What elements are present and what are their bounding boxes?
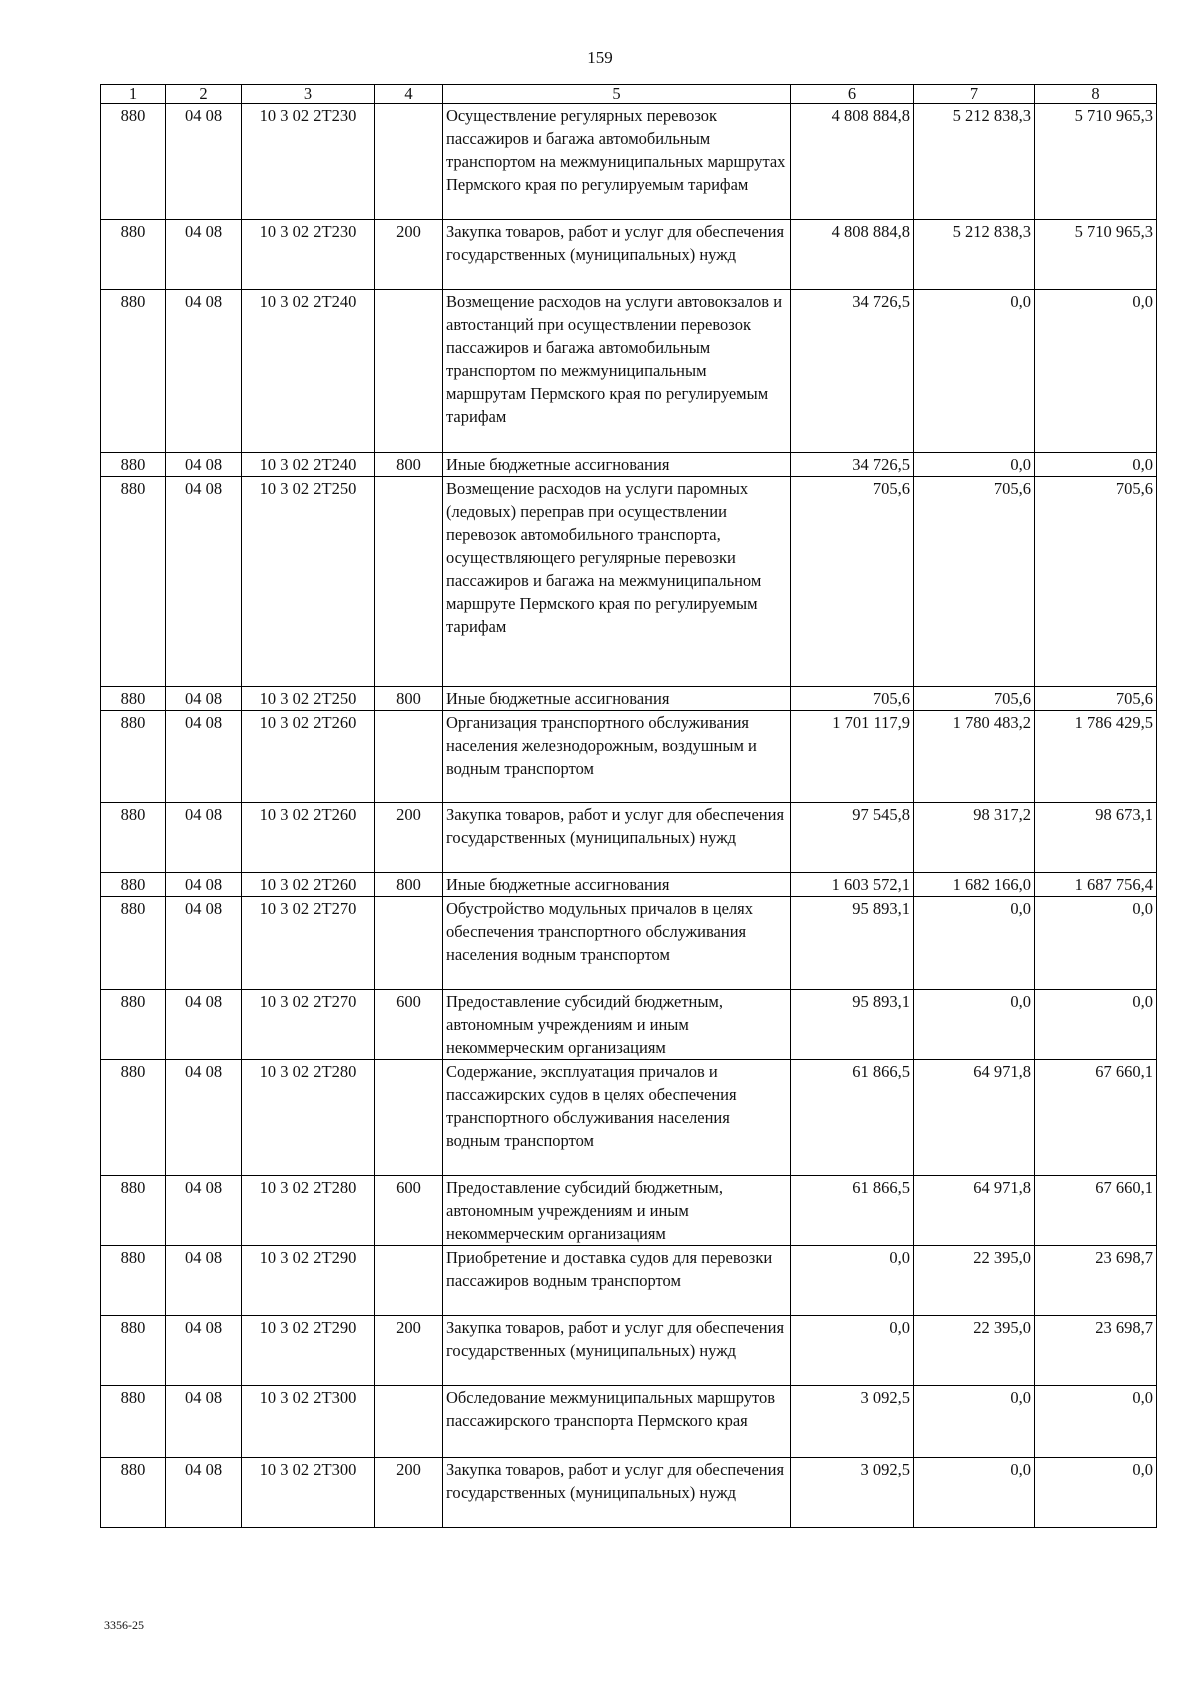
row-description: Организация транспортного обслуживания населения железнодорожным, воздушным и водным транспортом xyxy=(443,711,791,803)
target-article-code: 10 3 02 2Т250 xyxy=(242,477,375,687)
admin-code: 880 xyxy=(101,1060,166,1176)
section-code: 04 08 xyxy=(166,1060,242,1176)
column-number: 2 xyxy=(166,85,242,104)
expense-type-code: 600 xyxy=(375,990,443,1060)
table-row xyxy=(101,711,1157,803)
target-article-code: 10 3 02 2Т290 xyxy=(242,1246,375,1316)
row-description: Содержание, эксплуатация причалов и пассажирских судов в целях обеспечения транспортного обслуживания населения водным транспортом xyxy=(443,1060,791,1176)
column-number-row xyxy=(101,85,1157,104)
row-description: Возмещение расходов на услуги паромных (ледовых) переправ при осуществлении перевозок автомобильного транспорта, осуществляющего регулярные перевозки пассажиров и багажа на межмуниципальном маршруте Пермского края по регулируемым тарифам xyxy=(443,477,791,687)
target-article-code: 10 3 02 2Т270 xyxy=(242,990,375,1060)
amount-col8: 0,0 xyxy=(1035,1386,1157,1458)
admin-code: 880 xyxy=(101,687,166,711)
amount-col6: 3 092,5 xyxy=(791,1458,914,1528)
expense-type-code xyxy=(375,477,443,687)
row-description: Возмещение расходов на услуги автовокзалов и автостанций при осуществлении перевозок пассажиров и багажа автомобильным транспортом по межмуниципальным маршрутам Пермского края по регулируемым тарифам xyxy=(443,290,791,453)
section-code: 04 08 xyxy=(166,220,242,290)
amount-col8: 67 660,1 xyxy=(1035,1060,1157,1176)
amount-col8: 0,0 xyxy=(1035,453,1157,477)
table-row xyxy=(101,290,1157,453)
table-row xyxy=(101,477,1157,687)
amount-col7: 1 780 483,2 xyxy=(914,711,1035,803)
expense-type-code xyxy=(375,711,443,803)
row-description: Иные бюджетные ассигнования xyxy=(443,687,791,711)
column-number: 3 xyxy=(242,85,375,104)
expense-type-code: 200 xyxy=(375,1316,443,1386)
amount-col7: 0,0 xyxy=(914,990,1035,1060)
amount-col7: 1 682 166,0 xyxy=(914,873,1035,897)
amount-col8: 0,0 xyxy=(1035,990,1157,1060)
target-article-code: 10 3 02 2Т280 xyxy=(242,1176,375,1246)
amount-col6: 0,0 xyxy=(791,1246,914,1316)
row-description: Закупка товаров, работ и услуг для обеспечения государственных (муниципальных) нужд xyxy=(443,803,791,873)
admin-code: 880 xyxy=(101,477,166,687)
column-number: 4 xyxy=(375,85,443,104)
admin-code: 880 xyxy=(101,453,166,477)
table-row xyxy=(101,897,1157,990)
table-row xyxy=(101,1060,1157,1176)
table-row xyxy=(101,990,1157,1060)
table-row xyxy=(101,873,1157,897)
admin-code: 880 xyxy=(101,1176,166,1246)
amount-col6: 705,6 xyxy=(791,687,914,711)
section-code: 04 08 xyxy=(166,803,242,873)
amount-col7: 5 212 838,3 xyxy=(914,220,1035,290)
target-article-code: 10 3 02 2Т260 xyxy=(242,711,375,803)
section-code: 04 08 xyxy=(166,897,242,990)
section-code: 04 08 xyxy=(166,477,242,687)
amount-col8: 705,6 xyxy=(1035,687,1157,711)
section-code: 04 08 xyxy=(166,1176,242,1246)
admin-code: 880 xyxy=(101,990,166,1060)
amount-col6: 34 726,5 xyxy=(791,453,914,477)
expense-type-code: 200 xyxy=(375,1458,443,1528)
amount-col6: 0,0 xyxy=(791,1316,914,1386)
table-row xyxy=(101,453,1157,477)
row-description: Закупка товаров, работ и услуг для обеспечения государственных (муниципальных) нужд xyxy=(443,1316,791,1386)
amount-col6: 61 866,5 xyxy=(791,1060,914,1176)
target-article-code: 10 3 02 2Т250 xyxy=(242,687,375,711)
admin-code: 880 xyxy=(101,711,166,803)
table-row xyxy=(101,1316,1157,1386)
amount-col6: 34 726,5 xyxy=(791,290,914,453)
admin-code: 880 xyxy=(101,1458,166,1528)
amount-col8: 0,0 xyxy=(1035,897,1157,990)
expense-type-code: 800 xyxy=(375,687,443,711)
amount-col7: 98 317,2 xyxy=(914,803,1035,873)
row-description: Иные бюджетные ассигнования xyxy=(443,873,791,897)
amount-col8: 67 660,1 xyxy=(1035,1176,1157,1246)
amount-col7: 22 395,0 xyxy=(914,1316,1035,1386)
expense-type-code xyxy=(375,290,443,453)
admin-code: 880 xyxy=(101,1386,166,1458)
amount-col7: 22 395,0 xyxy=(914,1246,1035,1316)
section-code: 04 08 xyxy=(166,1316,242,1386)
amount-col8: 23 698,7 xyxy=(1035,1316,1157,1386)
expense-type-code: 600 xyxy=(375,1176,443,1246)
page-number: 159 xyxy=(587,48,613,67)
expense-type-code: 200 xyxy=(375,803,443,873)
amount-col7: 705,6 xyxy=(914,477,1035,687)
amount-col8: 98 673,1 xyxy=(1035,803,1157,873)
section-code: 04 08 xyxy=(166,453,242,477)
admin-code: 880 xyxy=(101,1316,166,1386)
expense-type-code xyxy=(375,1060,443,1176)
table-row xyxy=(101,1386,1157,1458)
target-article-code: 10 3 02 2Т290 xyxy=(242,1316,375,1386)
table-row xyxy=(101,220,1157,290)
expense-type-code xyxy=(375,104,443,220)
amount-col6: 1 603 572,1 xyxy=(791,873,914,897)
column-number: 8 xyxy=(1035,85,1157,104)
amount-col8: 23 698,7 xyxy=(1035,1246,1157,1316)
admin-code: 880 xyxy=(101,1246,166,1316)
amount-col8: 0,0 xyxy=(1035,1458,1157,1528)
amount-col8: 0,0 xyxy=(1035,290,1157,453)
amount-col7: 0,0 xyxy=(914,1386,1035,1458)
table-row xyxy=(101,1176,1157,1246)
admin-code: 880 xyxy=(101,104,166,220)
row-description: Осуществление регулярных перевозок пассажиров и багажа автомобильным транспортом на межмуниципальных маршрутах Пермского края по регулируемым тарифам xyxy=(443,104,791,220)
admin-code: 880 xyxy=(101,290,166,453)
column-number: 5 xyxy=(443,85,791,104)
budget-table xyxy=(100,84,1157,1528)
expense-type-code xyxy=(375,1386,443,1458)
admin-code: 880 xyxy=(101,873,166,897)
amount-col7: 0,0 xyxy=(914,290,1035,453)
amount-col7: 5 212 838,3 xyxy=(914,104,1035,220)
expense-type-code xyxy=(375,1246,443,1316)
section-code: 04 08 xyxy=(166,104,242,220)
row-description: Закупка товаров, работ и услуг для обеспечения государственных (муниципальных) нужд xyxy=(443,1458,791,1528)
column-number: 7 xyxy=(914,85,1035,104)
expense-type-code: 800 xyxy=(375,873,443,897)
expense-type-code: 200 xyxy=(375,220,443,290)
row-description: Предоставление субсидий бюджетным, автономным учреждениям и иным некоммерческим организациям xyxy=(443,1176,791,1246)
document-code: 3356-25 xyxy=(104,1618,144,1632)
expense-type-code xyxy=(375,897,443,990)
row-description: Приобретение и доставка судов для перевозки пассажиров водным транспортом xyxy=(443,1246,791,1316)
target-article-code: 10 3 02 2Т300 xyxy=(242,1386,375,1458)
section-code: 04 08 xyxy=(166,1246,242,1316)
column-number: 1 xyxy=(101,85,166,104)
amount-col8: 1 786 429,5 xyxy=(1035,711,1157,803)
section-code: 04 08 xyxy=(166,711,242,803)
table-row xyxy=(101,687,1157,711)
amount-col6: 705,6 xyxy=(791,477,914,687)
admin-code: 880 xyxy=(101,220,166,290)
amount-col8: 5 710 965,3 xyxy=(1035,220,1157,290)
amount-col8: 5 710 965,3 xyxy=(1035,104,1157,220)
amount-col6: 95 893,1 xyxy=(791,897,914,990)
target-article-code: 10 3 02 2Т240 xyxy=(242,453,375,477)
table-row xyxy=(101,104,1157,220)
amount-col7: 64 971,8 xyxy=(914,1176,1035,1246)
amount-col6: 4 808 884,8 xyxy=(791,104,914,220)
section-code: 04 08 xyxy=(166,1386,242,1458)
row-description: Обследование межмуниципальных маршрутов пассажирского транспорта Пермского края xyxy=(443,1386,791,1458)
amount-col6: 61 866,5 xyxy=(791,1176,914,1246)
expense-type-code: 800 xyxy=(375,453,443,477)
amount-col6: 3 092,5 xyxy=(791,1386,914,1458)
section-code: 04 08 xyxy=(166,290,242,453)
target-article-code: 10 3 02 2Т240 xyxy=(242,290,375,453)
amount-col8: 705,6 xyxy=(1035,477,1157,687)
row-description: Закупка товаров, работ и услуг для обеспечения государственных (муниципальных) нужд xyxy=(443,220,791,290)
row-description: Иные бюджетные ассигнования xyxy=(443,453,791,477)
row-description: Обустройство модульных причалов в целях обеспечения транспортного обслуживания населения водным транспортом xyxy=(443,897,791,990)
table-row xyxy=(101,1458,1157,1528)
table-row xyxy=(101,803,1157,873)
amount-col6: 97 545,8 xyxy=(791,803,914,873)
row-description: Предоставление субсидий бюджетным, автономным учреждениям и иным некоммерческим организациям xyxy=(443,990,791,1060)
admin-code: 880 xyxy=(101,803,166,873)
target-article-code: 10 3 02 2Т230 xyxy=(242,220,375,290)
amount-col7: 0,0 xyxy=(914,897,1035,990)
target-article-code: 10 3 02 2Т230 xyxy=(242,104,375,220)
amount-col6: 1 701 117,9 xyxy=(791,711,914,803)
amount-col7: 705,6 xyxy=(914,687,1035,711)
target-article-code: 10 3 02 2Т300 xyxy=(242,1458,375,1528)
section-code: 04 08 xyxy=(166,687,242,711)
section-code: 04 08 xyxy=(166,990,242,1060)
amount-col6: 4 808 884,8 xyxy=(791,220,914,290)
column-number: 6 xyxy=(791,85,914,104)
section-code: 04 08 xyxy=(166,873,242,897)
amount-col6: 95 893,1 xyxy=(791,990,914,1060)
amount-col8: 1 687 756,4 xyxy=(1035,873,1157,897)
target-article-code: 10 3 02 2Т270 xyxy=(242,897,375,990)
target-article-code: 10 3 02 2Т280 xyxy=(242,1060,375,1176)
amount-col7: 64 971,8 xyxy=(914,1060,1035,1176)
table-row xyxy=(101,1246,1157,1316)
target-article-code: 10 3 02 2Т260 xyxy=(242,873,375,897)
admin-code: 880 xyxy=(101,897,166,990)
section-code: 04 08 xyxy=(166,1458,242,1528)
amount-col7: 0,0 xyxy=(914,453,1035,477)
amount-col7: 0,0 xyxy=(914,1458,1035,1528)
target-article-code: 10 3 02 2Т260 xyxy=(242,803,375,873)
